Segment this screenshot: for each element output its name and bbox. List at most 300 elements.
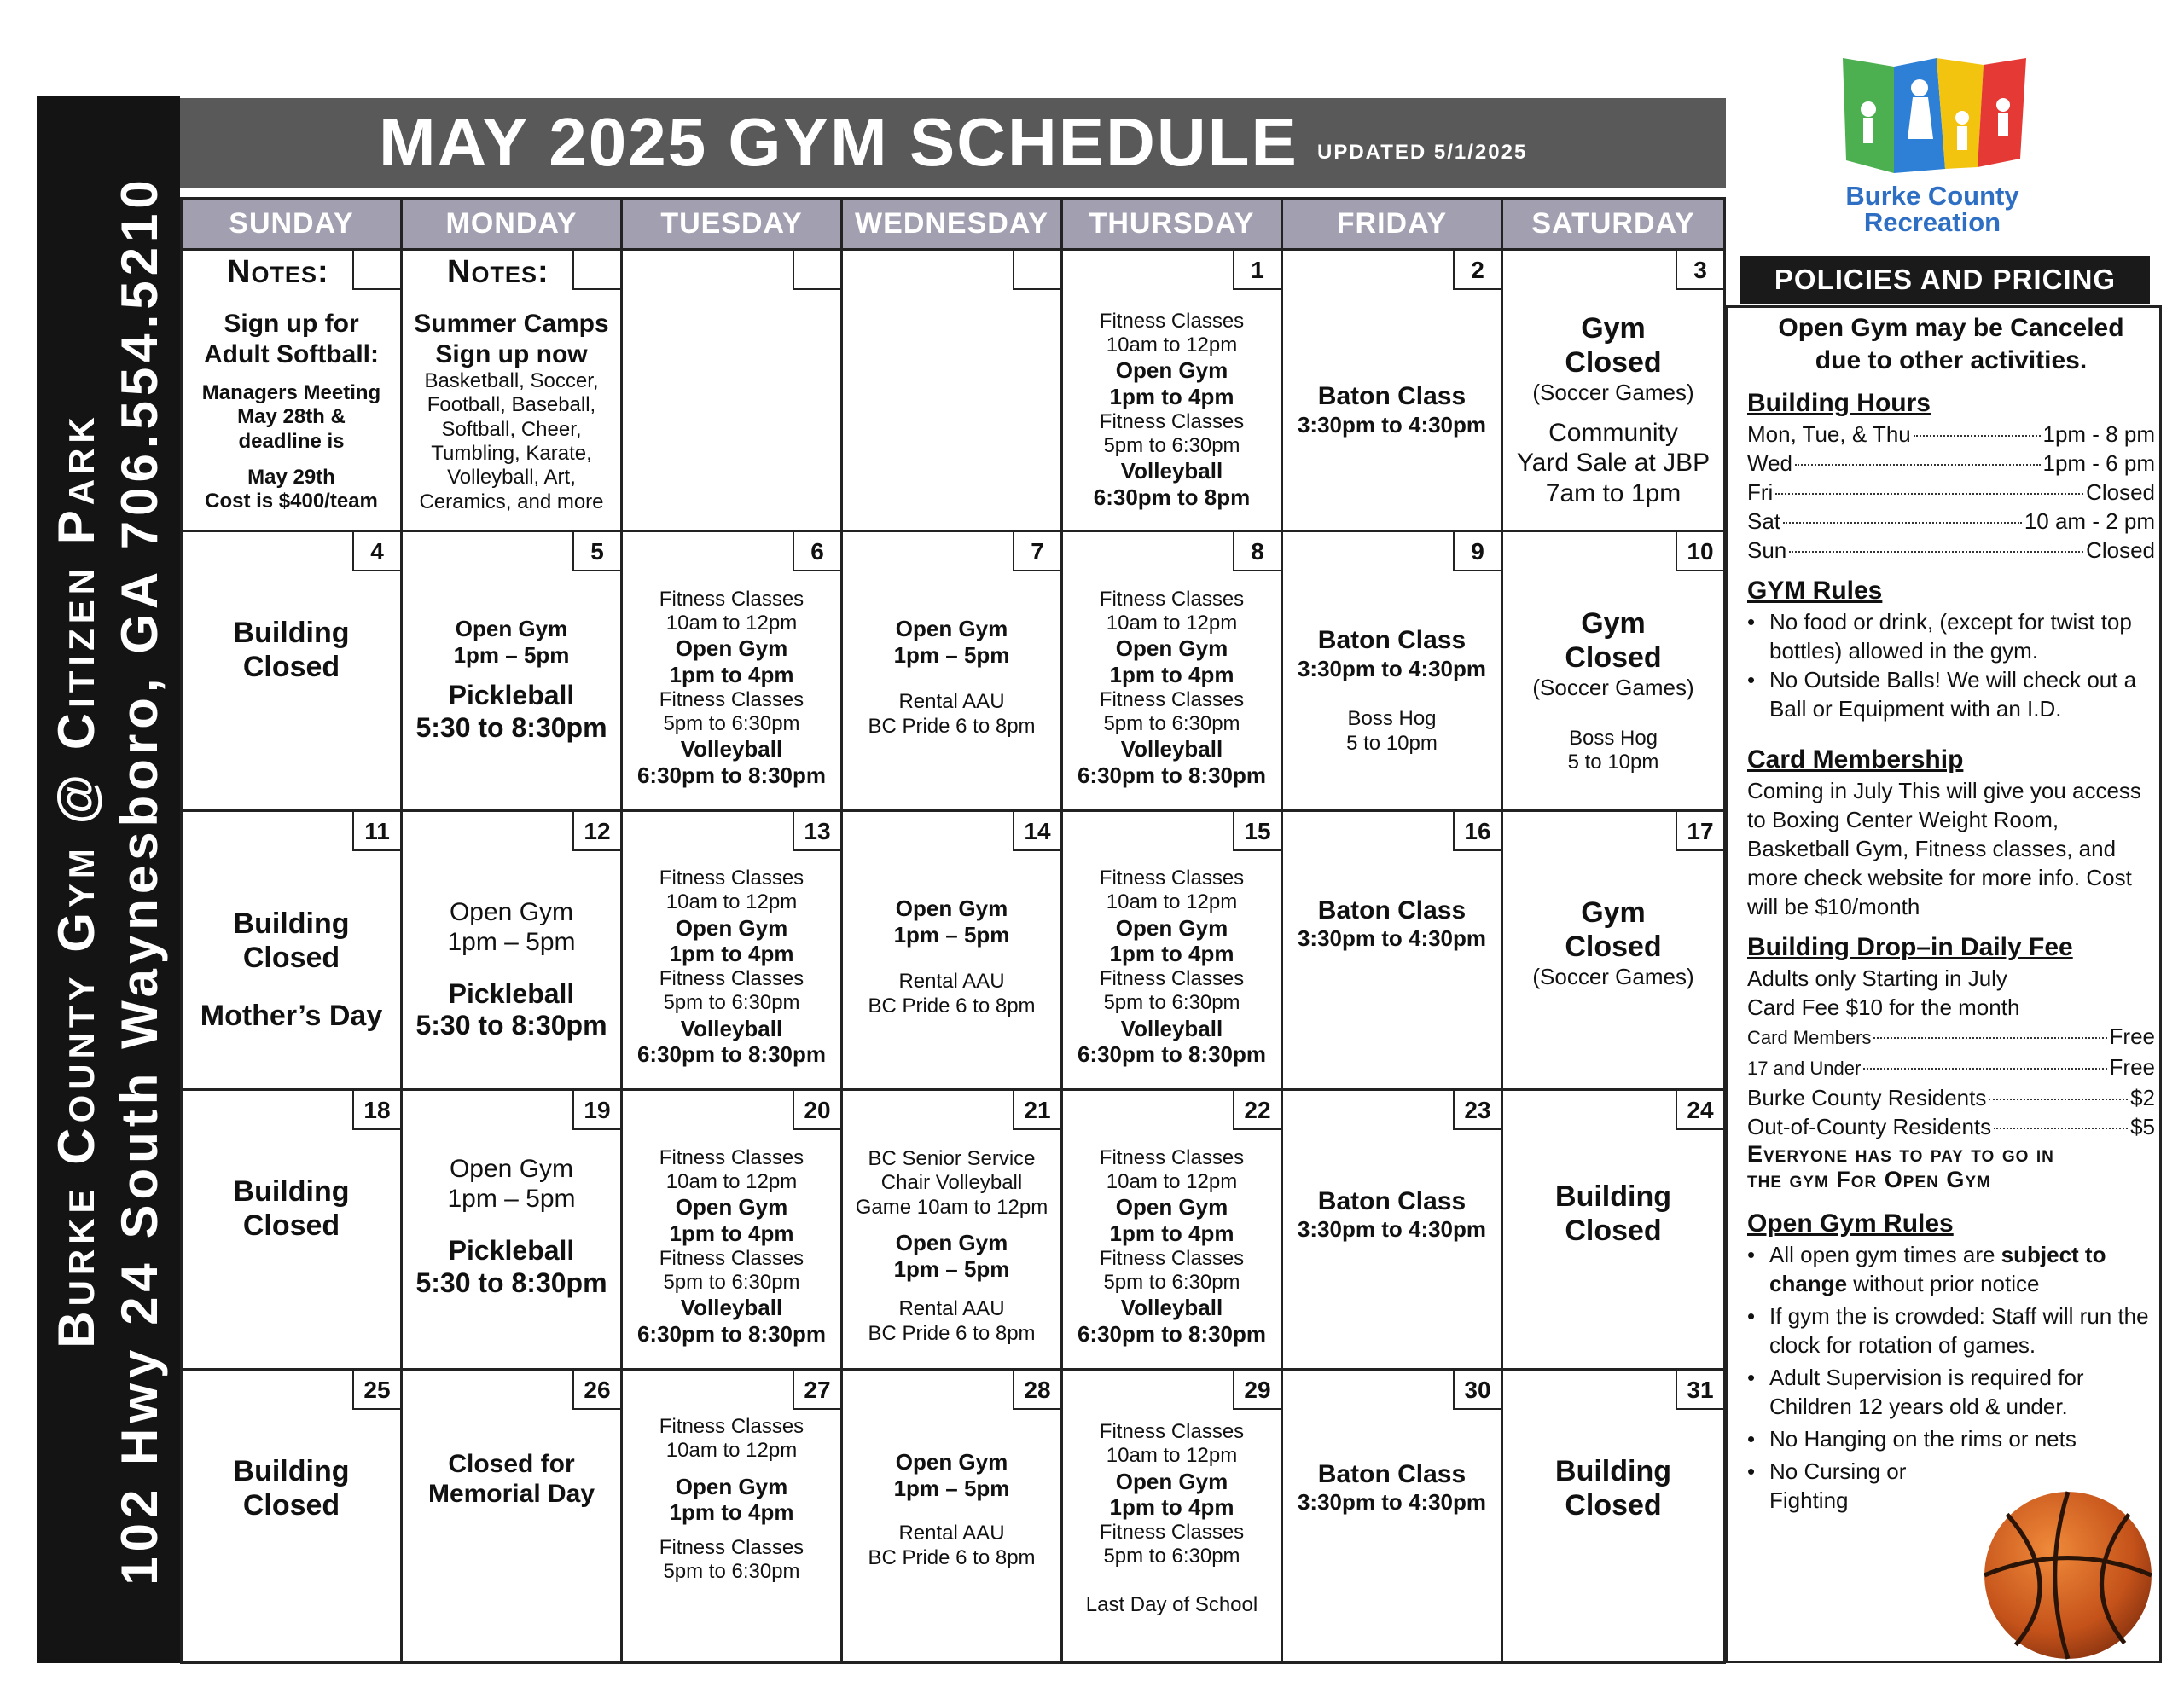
event-text: Volleyball [680, 736, 783, 762]
day-cell-may-19 [403, 1091, 623, 1371]
fee-who: Card Members [1747, 1027, 1872, 1048]
bullet-icon: • [1747, 1458, 1756, 1484]
event-time: 5pm to 6:30pm [1103, 1270, 1240, 1294]
open-gym-rule-text: No Cursing or Fighting [1769, 1458, 1907, 1513]
day-cell-may-2 [1283, 251, 1503, 532]
day-cell-may-18 [183, 1091, 403, 1371]
event-text: Pickleball [448, 977, 575, 1009]
dot-leader [1863, 1068, 2106, 1070]
event-text: BC Senior Service [868, 1147, 1036, 1171]
event-text: Fitness Classes [1099, 309, 1245, 333]
title-band [180, 98, 1726, 188]
notes-text: Sign up now [435, 339, 588, 368]
hours-day: Sat [1747, 508, 1781, 534]
date-number: 30 [1453, 1371, 1501, 1410]
event-text: Pickleball [448, 680, 575, 711]
gym-rule-item [1747, 607, 2155, 665]
event-text: Fitness Classes [659, 1145, 804, 1169]
date-number: 28 [1013, 1371, 1060, 1410]
bullet-icon: • [1747, 667, 1756, 693]
dot-leader [1989, 1099, 2128, 1100]
event-time: 1pm to 4pm [1109, 941, 1234, 967]
logo-text-line1: Burke County [1845, 181, 2019, 211]
event-time: 1pm – 5pm [447, 1185, 576, 1214]
event-text: Open Gym [675, 1473, 788, 1499]
dot-leader [1775, 493, 2083, 495]
day-header-wednesday: WEDNESDAY [843, 200, 1063, 251]
fee-row [1747, 1052, 2155, 1083]
event-text: Closed [242, 1489, 340, 1522]
card-membership-text: Coming in July This will give you access to Boxing Center Weight Room, Basketball Gym, Fitness classes, and more check website for more info. Cost will be $10/month [1747, 778, 2141, 919]
event-time: 1pm – 5pm [453, 641, 570, 668]
day-header-tuesday: TUESDAY [623, 200, 843, 251]
notes-text: Managers Meeting [201, 381, 381, 405]
date-number: 1 [1233, 251, 1281, 290]
event-time: 5pm to 6:30pm [663, 1560, 800, 1584]
event-text: BC Pride 6 to 8pm [868, 1321, 1036, 1345]
event-time: 6:30pm to 8:30pm [636, 1320, 827, 1347]
hours-row [1747, 449, 2155, 478]
dot-leader [1789, 551, 2083, 553]
event-text: Open Gym [449, 1155, 574, 1183]
day-cell-may-26 [403, 1371, 623, 1664]
policies-header: POLICIES AND PRICING [1740, 256, 2150, 304]
day-cell-may-21 [843, 1091, 1063, 1371]
event-time: 6:30pm to 8:30pm [636, 762, 827, 788]
day-cell-may-22 [1063, 1091, 1283, 1371]
event-text: Closed for [448, 1450, 575, 1478]
open-gym-rule-item [1747, 1457, 1935, 1515]
day-cell-may-30 [1283, 1371, 1503, 1664]
notes-text: Football, Baseball, [427, 393, 596, 417]
event-time: 10am to 12pm [1106, 1444, 1238, 1468]
logo-text [1834, 183, 2030, 235]
day-cell-may-4 [183, 532, 403, 812]
fee-price: $2 [2130, 1085, 2155, 1110]
empty-date-box [1013, 251, 1060, 290]
event-text: Volleyball [1120, 1295, 1223, 1321]
day-cell-may-25 [183, 1371, 403, 1664]
page-title: MAY 2025 GYM SCHEDULE [379, 104, 1298, 180]
event-text: BC Pride 6 to 8pm [868, 1545, 1036, 1569]
event-text: Fitness Classes [1099, 409, 1245, 433]
calendar-grid [180, 197, 1726, 1664]
date-number: 11 [352, 812, 400, 851]
fee-price: $5 [2130, 1114, 2155, 1139]
event-time: 3:30pm to 4:30pm [1297, 1216, 1487, 1243]
event-time: 10am to 12pm [1106, 890, 1238, 914]
date-number: 6 [793, 532, 840, 571]
event-text: Closed [1565, 641, 1662, 674]
event-text: Open Gym [1115, 1468, 1228, 1494]
card-membership-title: Card Membership [1747, 745, 1964, 774]
event-time: 6:30pm to 8:30pm [1077, 1320, 1267, 1347]
date-number: 18 [352, 1091, 400, 1130]
bullet-icon: • [1747, 1242, 1756, 1267]
event-text: Open Gym [1115, 1194, 1228, 1220]
date-number: 21 [1013, 1091, 1060, 1130]
date-number: 7 [1013, 532, 1060, 571]
event-time: 1pm – 5pm [447, 928, 576, 957]
event-time: 3:30pm to 4:30pm [1297, 411, 1487, 438]
date-number: 29 [1233, 1371, 1281, 1410]
event-text: Chair Volleyball [880, 1171, 1023, 1195]
event-time: 5:30 to 8:30pm [415, 712, 607, 744]
event-text: Building [1555, 1180, 1671, 1213]
burke-county-recreation-logo [1834, 58, 2030, 237]
event-text: Open Gym [675, 635, 788, 662]
date-number: 2 [1453, 251, 1501, 290]
event-text: Rental AAU [898, 690, 1005, 714]
event-text: Open Gym [455, 616, 568, 641]
event-time: 3:30pm to 4:30pm [1297, 1489, 1487, 1516]
hours-row [1747, 420, 2155, 449]
event-time: 5pm to 6:30pm [663, 711, 800, 735]
hours-day: Mon, Tue, & Thu [1747, 421, 1911, 447]
open-gym-rule-text: Adult Supervision is required for Children 12 years old & under. [1769, 1365, 2084, 1419]
notes-cell-monday [403, 251, 623, 532]
bullet-icon: • [1747, 1365, 1756, 1390]
event-time: 10am to 12pm [665, 890, 798, 914]
everyone-pays-notice: Everyone has to pay to go in [1747, 1141, 2054, 1167]
date-number: 12 [572, 812, 620, 851]
event-time: 5pm to 6:30pm [663, 1270, 800, 1294]
event-text: (Soccer Games) [1532, 964, 1694, 990]
fee-price: Free [2109, 1023, 2155, 1049]
dot-leader [1994, 1128, 2128, 1129]
day-header-friday: FRIDAY [1283, 200, 1503, 251]
open-gym-rule-item [1747, 1363, 2155, 1421]
event-time: Game 10am to 12pm [855, 1195, 1048, 1219]
day-cell-may-29 [1063, 1371, 1283, 1664]
event-time: 10am to 12pm [665, 1439, 798, 1463]
event-text: BC Pride 6 to 8pm [868, 714, 1036, 738]
event-text: Building [233, 617, 350, 649]
event-time: 1pm to 4pm [1109, 1220, 1234, 1246]
empty-day-cell [623, 251, 843, 532]
notes-text: Adult Softball: [204, 339, 379, 368]
event-text: Rental AAU [898, 970, 1005, 994]
event-time: 6:30pm to 8:30pm [1077, 762, 1267, 788]
event-time: 10am to 12pm [1106, 333, 1238, 357]
event-text: Open Gym [675, 914, 788, 941]
day-cell-may-5 [403, 532, 623, 812]
gym-location-name: Burke County Gym @ Citizen Park [48, 411, 105, 1348]
event-text: Boss Hog [1568, 726, 1658, 750]
event-time: 10am to 12pm [1106, 1169, 1238, 1193]
date-number: 15 [1233, 812, 1281, 851]
open-gym-rule-text: If gym the is crowded: Staff will run the clock for rotation of games. [1769, 1303, 2149, 1358]
date-number: 4 [352, 532, 400, 571]
event-text: Closed [1565, 1489, 1662, 1522]
notes-cell-sunday [183, 251, 403, 532]
notes-text: Basketball, Soccer, [424, 368, 599, 392]
fee-row [1747, 1112, 2155, 1141]
event-text: Fitness Classes [1099, 867, 1245, 890]
event-text: Fitness Classes [659, 1415, 804, 1438]
notes-text: Summer Camps [414, 310, 609, 339]
bullet-icon: • [1747, 609, 1756, 635]
day-header-thursday: THURSDAY [1063, 200, 1283, 251]
event-time: 5 to 10pm [1567, 750, 1659, 774]
gym-rule-item [1747, 665, 2155, 723]
date-number: 25 [352, 1371, 400, 1410]
event-text: Fitness Classes [659, 967, 804, 990]
date-number: 13 [793, 812, 840, 851]
event-text: Volleyball [1120, 736, 1223, 762]
policy-lead-line: due to other activities. [1815, 346, 2088, 374]
day-cell-may-3 [1503, 251, 1726, 532]
date-number: 14 [1013, 812, 1060, 851]
event-text: Gym [1581, 896, 1646, 929]
event-text: Community [1548, 418, 1678, 447]
dot-leader [1914, 435, 2041, 437]
day-header-monday: MONDAY [403, 200, 623, 251]
date-number: 26 [572, 1371, 620, 1410]
dot-leader [1873, 1037, 2106, 1039]
event-time: 1pm to 4pm [669, 1220, 794, 1246]
fee-row [1747, 1083, 2155, 1112]
event-text: Rental AAU [898, 1297, 1005, 1321]
event-text: Open Gym [1115, 914, 1228, 941]
event-time: 6:30pm to 8:30pm [636, 1041, 827, 1068]
gym-address-phone: 102 Hwy 24 South Waynesboro, GA 706.554.5210 [111, 174, 168, 1586]
open-gym-rule-text [1769, 1240, 2155, 1298]
bullet-icon: • [1747, 1426, 1756, 1452]
event-text: Fitness Classes [1099, 1145, 1245, 1169]
notes-title: Notes: [447, 254, 549, 290]
event-text: Building [233, 1175, 350, 1208]
policies-content [1747, 312, 2155, 1515]
date-number: 20 [793, 1091, 840, 1130]
day-cell-may-20 [623, 1091, 843, 1371]
event-time: 10am to 12pm [665, 1169, 798, 1193]
day-cell-may-8 [1063, 532, 1283, 812]
hours-time: Closed [2086, 537, 2155, 563]
event-text: Open Gym [449, 897, 574, 926]
event-time: 3:30pm to 4:30pm [1297, 655, 1487, 681]
event-text: Fitness Classes [659, 587, 804, 611]
event-time: 5:30 to 8:30pm [415, 1267, 607, 1298]
event-text: Yard Sale at JBP [1516, 449, 1711, 478]
day-cell-may-10 [1503, 532, 1726, 812]
day-cell-may-11 [183, 812, 403, 1091]
rule-text-bold: subject to change [1769, 1242, 2106, 1296]
basketball-icon [1981, 1488, 2155, 1662]
notes-text: May 28th & [237, 405, 346, 429]
date-number: 17 [1676, 812, 1723, 851]
event-time: 1pm to 4pm [669, 941, 794, 967]
event-time: 1pm to 4pm [1109, 383, 1234, 409]
day-cell-may-12 [403, 812, 623, 1091]
day-cell-may-6 [623, 532, 843, 812]
date-number: 16 [1453, 812, 1501, 851]
empty-date-box [793, 251, 840, 290]
drop-in-text: Adults only Starting in July [1747, 965, 2007, 991]
event-text: Baton Class [1317, 382, 1467, 411]
event-time: 10am to 12pm [1106, 611, 1238, 635]
event-text: Building [233, 907, 350, 940]
open-gym-rules-title: Open Gym Rules [1747, 1209, 1954, 1238]
notes-title: Notes: [227, 254, 329, 290]
gym-rule-text: No food or drink, (except for twist top bottles) allowed in the gym. [1769, 609, 2132, 664]
event-text: (Soccer Games) [1532, 380, 1694, 406]
event-time: 7am to 1pm [1545, 478, 1682, 507]
date-number: 10 [1676, 532, 1723, 571]
event-text: Memorial Day [427, 1480, 595, 1509]
event-text: Open Gym [1115, 357, 1228, 384]
event-text: Closed [1565, 1215, 1662, 1248]
rule-text-part: All open gym times are [1769, 1242, 2001, 1267]
date-number: 3 [1676, 251, 1723, 290]
event-text: Fitness Classes [659, 1246, 804, 1270]
date-number: 27 [793, 1371, 840, 1410]
date-number: 19 [572, 1091, 620, 1130]
hours-row [1747, 478, 2155, 507]
event-text: Volleyball [1120, 458, 1223, 484]
day-cell-may-23 [1283, 1091, 1503, 1371]
event-text: Closed [242, 941, 340, 974]
event-text: Fitness Classes [1099, 967, 1245, 990]
event-time: 5pm to 6:30pm [1103, 711, 1240, 735]
event-text: Open Gym [895, 1449, 1008, 1475]
day-cell-may-27 [623, 1371, 843, 1664]
notes-text: Ceramics, and more [419, 490, 604, 513]
building-hours-title: Building Hours [1747, 389, 1931, 417]
gym-rule-text: No Outside Balls! We will check out a Ball or Equipment with an I.D. [1769, 667, 2137, 722]
fee-who: 17 and Under [1747, 1058, 1862, 1079]
event-time: 6:30pm to 8pm [1093, 484, 1251, 510]
hours-time: 10 am - 2 pm [2024, 508, 2155, 534]
event-text: Gym [1581, 606, 1646, 640]
date-number: 22 [1233, 1091, 1281, 1130]
hours-row [1747, 536, 2155, 565]
event-time: 1pm – 5pm [893, 1475, 1010, 1501]
notes-text: May 29th [247, 466, 335, 490]
rule-text-part: without prior notice [1847, 1271, 2040, 1296]
event-text: Baton Class [1317, 626, 1467, 655]
event-text: Mother’s Day [200, 1000, 383, 1033]
event-time: 10am to 12pm [665, 611, 798, 635]
day-header-sunday: SUNDAY [183, 200, 403, 251]
event-text: Closed [1565, 346, 1662, 380]
day-cell-may-13 [623, 812, 843, 1091]
event-time: 5pm to 6:30pm [1103, 991, 1240, 1015]
open-gym-rule-text: No Hanging on the rims or nets [1769, 1426, 2077, 1452]
day-cell-may-14 [843, 812, 1063, 1091]
hours-time: 1pm - 8 pm [2042, 421, 2155, 447]
event-text: Open Gym [895, 1229, 1008, 1255]
day-cell-may-17 [1503, 812, 1726, 1091]
event-text: Fitness Classes [659, 867, 804, 890]
event-time: 1pm to 4pm [669, 661, 794, 687]
day-cell-may-15 [1063, 812, 1283, 1091]
open-gym-rule-item [1747, 1240, 2155, 1298]
notes-text: Cost is $400/team [205, 490, 378, 513]
event-time: 5 to 10pm [1346, 731, 1438, 755]
event-text: Rental AAU [898, 1522, 1005, 1545]
date-number: 8 [1233, 532, 1281, 571]
hours-time: 1pm - 6 pm [2042, 450, 2155, 476]
event-text: Baton Class [1317, 1460, 1467, 1488]
hours-day: Fri [1747, 479, 1774, 505]
notes-text: Volleyball, Art, [447, 466, 576, 490]
event-time: 1pm to 4pm [669, 1499, 794, 1526]
day-cell-may-16 [1283, 812, 1503, 1091]
hours-time: Closed [2086, 479, 2155, 505]
event-text: Baton Class [1317, 1187, 1467, 1215]
day-cell-may-1 [1063, 251, 1283, 532]
event-time: 1pm to 4pm [1109, 661, 1234, 687]
day-cell-may-24 [1503, 1091, 1726, 1371]
hours-day: Wed [1747, 450, 1792, 476]
date-number: 23 [1453, 1091, 1501, 1130]
date-number: 5 [572, 532, 620, 571]
event-text: Volleyball [680, 1295, 783, 1321]
day-cell-may-7 [843, 532, 1063, 812]
event-text: Fitness Classes [1099, 1246, 1245, 1270]
location-sidebar [37, 96, 180, 1663]
dot-leader [1795, 464, 2041, 466]
event-text: Fitness Classes [1099, 1520, 1245, 1544]
open-gym-rule-item [1747, 1424, 2155, 1453]
event-time: 5pm to 6:30pm [1103, 1545, 1240, 1568]
everyone-pays-notice: the gym For Open Gym [1747, 1167, 1991, 1192]
notes-text: Softball, Cheer, [441, 417, 582, 441]
day-cell-may-31 [1503, 1371, 1726, 1664]
notes-text: Tumbling, Karate, [431, 441, 592, 465]
event-text: BC Pride 6 to 8pm [868, 994, 1036, 1017]
fee-who: Burke County Residents [1747, 1085, 1987, 1110]
date-number: 31 [1676, 1371, 1723, 1410]
hours-day: Sun [1747, 537, 1787, 563]
event-text: Closed [1565, 930, 1662, 964]
logo-text-line2: Recreation [1863, 207, 2001, 237]
day-cell-may-28 [843, 1371, 1063, 1664]
event-time: 5:30 to 8:30pm [415, 1010, 607, 1041]
event-time: 5pm to 6:30pm [663, 991, 800, 1015]
event-time: 1pm – 5pm [893, 921, 1010, 948]
event-time: 5pm to 6:30pm [1103, 433, 1240, 457]
event-text: Fitness Classes [1099, 687, 1245, 711]
open-gym-rule-item [1747, 1301, 2155, 1359]
empty-day-cell [843, 251, 1063, 532]
event-text: Pickleball [448, 1234, 575, 1266]
updated-date: UPDATED 5/1/2025 [1317, 141, 1528, 164]
event-text: Boss Hog [1347, 707, 1437, 731]
event-text: Volleyball [680, 1015, 783, 1041]
event-time: 3:30pm to 4:30pm [1297, 925, 1487, 952]
date-number: 9 [1453, 532, 1501, 571]
event-time: 1pm to 4pm [1109, 1494, 1234, 1521]
hours-row [1747, 507, 2155, 536]
event-text: Building [1555, 1455, 1671, 1487]
dot-leader [1783, 522, 2022, 524]
gym-rules-title: GYM Rules [1747, 577, 1883, 605]
day-header-saturday: SATURDAY [1503, 200, 1726, 251]
day-cell-may-9 [1283, 532, 1503, 812]
event-text: Open Gym [675, 1194, 788, 1220]
event-time: 1pm – 5pm [893, 641, 1010, 668]
event-text: Volleyball [1120, 1015, 1223, 1041]
event-text: Closed [242, 1209, 340, 1243]
event-text: Last Day of School [1085, 1592, 1258, 1616]
event-text: (Soccer Games) [1532, 674, 1694, 700]
event-text: Building [233, 1455, 350, 1487]
event-text: Fitness Classes [659, 687, 804, 711]
event-text: Open Gym [895, 896, 1008, 921]
fee-who: Out-of-County Residents [1747, 1114, 1992, 1139]
